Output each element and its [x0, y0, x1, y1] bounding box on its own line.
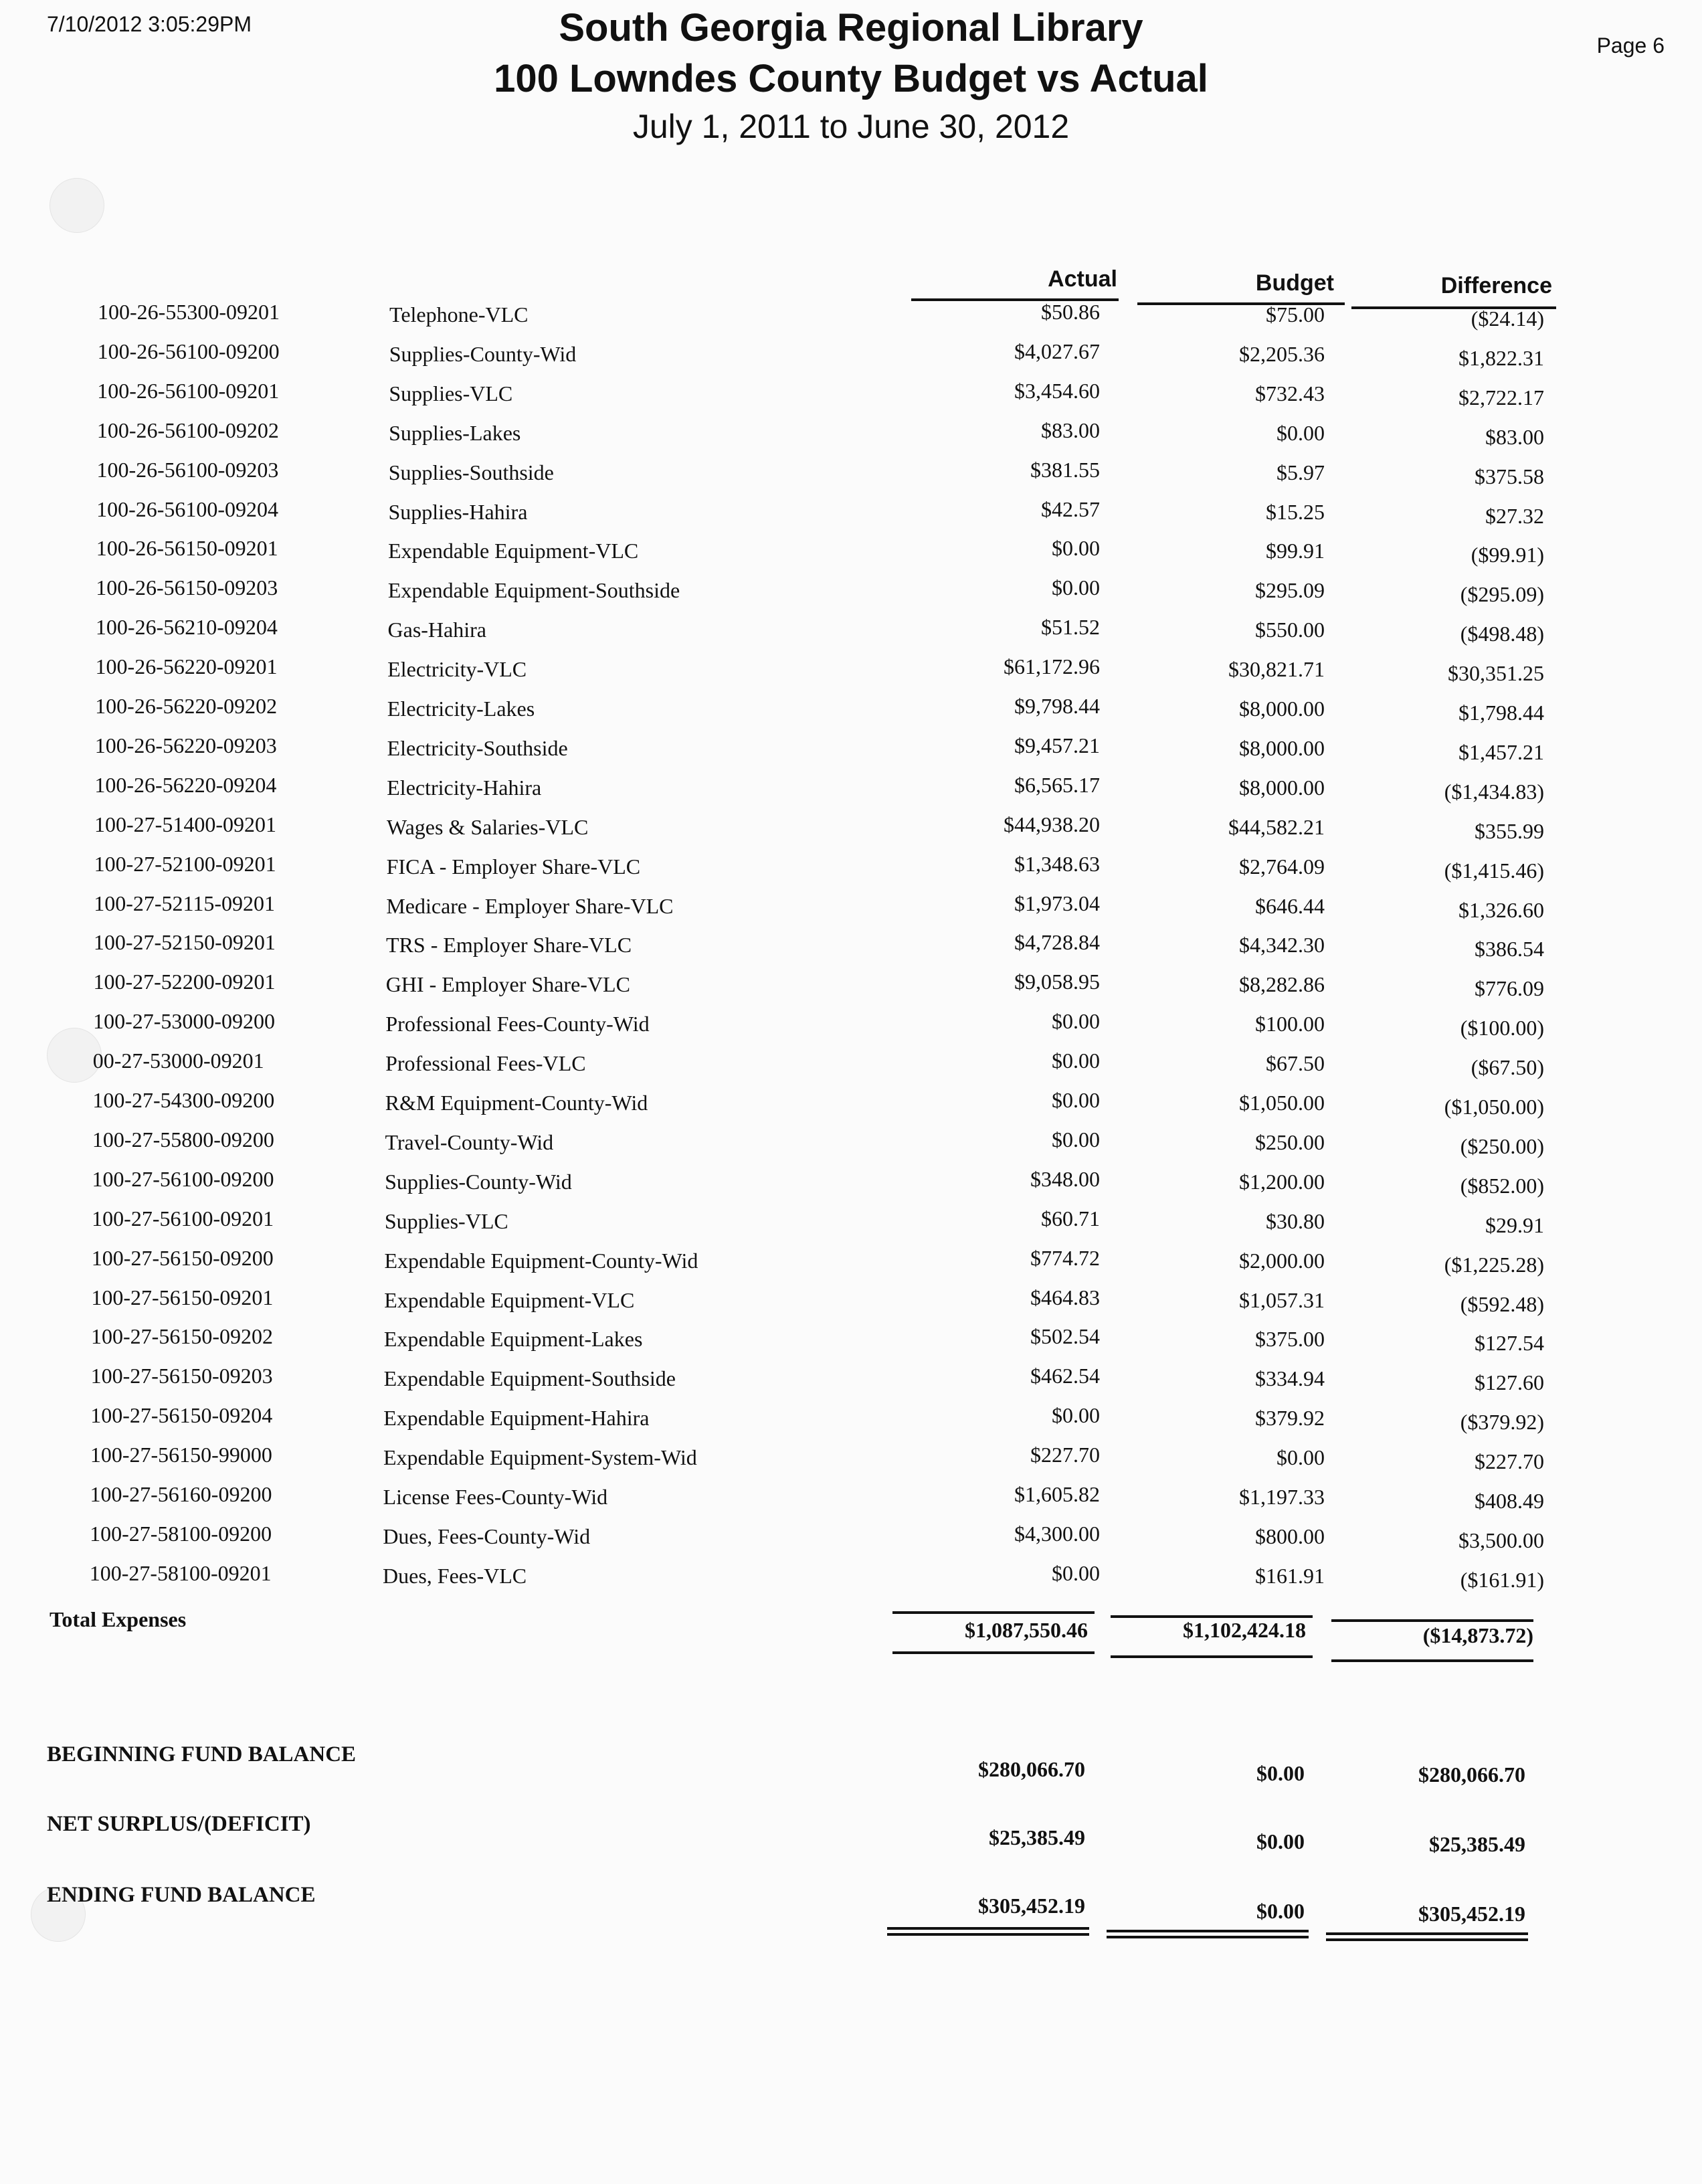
account-number: 100-27-56160-09200	[90, 1482, 272, 1506]
difference-amount: $127.60	[1475, 1370, 1544, 1395]
account-description: Supplies-Hahira	[388, 499, 528, 524]
actual-amount: $1,973.04	[1014, 891, 1100, 915]
difference-amount: ($250.00)	[1460, 1133, 1544, 1158]
account-description: Supplies-VLC	[389, 381, 513, 405]
table-row	[0, 1009, 1702, 1048]
account-description: Expendable Equipment-Lakes	[383, 1327, 643, 1352]
difference-amount: ($100.00)	[1460, 1016, 1544, 1040]
table-row	[0, 1403, 1702, 1442]
actual-amount: $61,172.96	[1004, 654, 1100, 679]
table-row	[0, 300, 1702, 339]
table-row	[0, 497, 1702, 536]
total-budget: $1,102,424.18	[1183, 1618, 1306, 1642]
actual-amount: $348.00	[1030, 1166, 1100, 1191]
net-surplus-deficit-budget: $0.00	[1256, 1829, 1305, 1853]
account-description: Electricity-Southside	[387, 735, 568, 760]
account-number: 100-26-56220-09204	[94, 772, 277, 797]
budget-amount: $1,197.33	[1239, 1485, 1325, 1509]
budget-amount: $732.43	[1255, 381, 1325, 405]
budget-amount: $0.00	[1276, 1445, 1325, 1470]
beginning-fund-balance-actual: $280,066.70	[978, 1757, 1085, 1781]
actual-amount: $464.83	[1030, 1285, 1100, 1309]
table-row	[0, 773, 1702, 812]
difference-amount: $355.99	[1475, 818, 1544, 843]
account-number: 100-26-56100-09200	[97, 339, 280, 363]
ending-fund-balance-label: ENDING FUND BALANCE	[47, 1883, 316, 1907]
account-description: Travel-County-Wid	[385, 1129, 554, 1154]
budget-amount: $99.91	[1266, 539, 1325, 563]
account-description: Supplies-Southside	[388, 460, 554, 484]
account-description: Expendable Equipment-VLC	[384, 1287, 635, 1312]
budget-amount: $1,057.31	[1239, 1287, 1325, 1312]
account-description: Professional Fees-VLC	[385, 1051, 586, 1076]
difference-amount: $1,798.44	[1458, 701, 1544, 725]
table-row	[0, 379, 1702, 418]
column-header-difference: Difference	[1440, 273, 1552, 298]
budget-amount: $5.97	[1276, 460, 1325, 484]
budget-amount: $161.91	[1255, 1563, 1325, 1588]
budget-amount: $44,582.21	[1228, 814, 1325, 839]
account-description: Supplies-Lakes	[389, 420, 521, 445]
difference-amount: $3,500.00	[1458, 1528, 1544, 1552]
account-description: Electricity-Lakes	[387, 697, 535, 721]
difference-amount: $776.09	[1475, 976, 1544, 1001]
account-number: 100-26-56100-09202	[96, 418, 279, 442]
actual-amount: $60.71	[1041, 1206, 1100, 1231]
account-description: Electricity-Hahira	[387, 775, 542, 800]
account-description: Expendable Equipment-System-Wid	[383, 1445, 697, 1470]
difference-amount: ($498.48)	[1460, 622, 1544, 646]
table-row	[0, 1167, 1702, 1206]
difference-amount: ($99.91)	[1471, 543, 1544, 567]
account-description: Supplies-County-Wid	[389, 341, 577, 366]
account-number: 100-27-56100-09201	[92, 1206, 274, 1231]
actual-amount: $3,454.60	[1014, 378, 1100, 403]
account-number: 100-27-52115-09201	[94, 891, 276, 915]
table-row	[0, 1206, 1702, 1245]
budget-amount: $800.00	[1255, 1524, 1325, 1548]
beginning-fund-balance-budget: $0.00	[1256, 1761, 1305, 1785]
account-number: 100-27-56150-09204	[90, 1403, 273, 1428]
column-header-budget: Budget	[1255, 270, 1334, 296]
table-row	[0, 1443, 1702, 1481]
account-number: 100-27-56150-09201	[91, 1285, 274, 1309]
budget-amount: $67.50	[1266, 1051, 1325, 1076]
difference-amount: ($1,050.00)	[1444, 1095, 1544, 1119]
table-row	[0, 891, 1702, 930]
account-description: FICA - Employer Share-VLC	[386, 854, 641, 879]
table-row	[0, 694, 1702, 733]
account-number: 100-27-54300-09200	[92, 1088, 275, 1112]
difference-amount: $375.58	[1475, 464, 1544, 488]
budget-amount: $8,000.00	[1239, 697, 1325, 721]
account-number: 100-27-56150-09200	[91, 1245, 274, 1270]
account-number: 100-26-56220-09202	[95, 694, 278, 718]
report-period: July 1, 2011 to June 30, 2012	[632, 108, 1070, 145]
beginning-fund-balance-difference: $280,066.70	[1418, 1762, 1525, 1787]
budget-amount: $375.00	[1255, 1327, 1325, 1352]
difference-amount: $1,326.60	[1458, 897, 1544, 922]
page-number: Page 6	[1596, 33, 1665, 58]
difference-amount: $408.49	[1475, 1489, 1544, 1513]
budget-amount: $8,000.00	[1239, 775, 1325, 800]
column-header-actual: Actual	[1048, 266, 1117, 292]
total-difference: ($14,873.72)	[1422, 1623, 1533, 1647]
account-description: Wages & Salaries-VLC	[386, 814, 589, 839]
table-row	[0, 970, 1702, 1008]
ending-double-rule-difference	[1326, 1932, 1528, 1941]
actual-amount: $462.54	[1030, 1364, 1100, 1388]
table-row	[0, 1482, 1702, 1521]
actual-amount: $51.52	[1041, 615, 1100, 640]
actual-amount: $83.00	[1041, 418, 1100, 442]
actual-amount: $502.54	[1030, 1324, 1100, 1349]
actual-amount: $1,348.63	[1014, 851, 1100, 876]
total-expenses-label: Total Expenses	[50, 1607, 187, 1631]
account-number: 100-27-55800-09200	[92, 1127, 274, 1152]
actual-amount: $227.70	[1030, 1443, 1100, 1467]
difference-amount: $227.70	[1475, 1449, 1544, 1474]
account-number: 100-27-56100-09200	[92, 1166, 274, 1191]
actual-amount: $0.00	[1052, 1088, 1100, 1112]
table-row	[0, 418, 1702, 457]
actual-amount: $0.00	[1052, 575, 1100, 600]
account-number: 100-27-56150-09203	[90, 1364, 273, 1388]
budget-amount: $295.09	[1255, 578, 1325, 603]
actual-amount: $0.00	[1052, 1009, 1100, 1034]
net-surplus-deficit-difference: $25,385.49	[1429, 1832, 1525, 1856]
actual-amount: $6,565.17	[1014, 772, 1100, 797]
account-description: Dues, Fees-County-Wid	[383, 1524, 591, 1548]
actual-amount: $44,938.20	[1004, 812, 1100, 836]
difference-amount: ($24.14)	[1471, 306, 1544, 331]
table-row	[0, 458, 1702, 496]
actual-amount: $0.00	[1052, 1403, 1100, 1428]
account-number: 100-26-56100-09203	[96, 457, 279, 482]
difference-amount: $1,822.31	[1458, 345, 1544, 370]
actual-amount: $4,728.84	[1014, 930, 1100, 955]
beginning-fund-balance-label: BEGINNING FUND BALANCE	[47, 1742, 357, 1766]
budget-amount: $2,764.09	[1239, 854, 1325, 879]
punch-hole	[50, 178, 104, 233]
budget-amount: $30.80	[1266, 1208, 1325, 1233]
difference-amount: $83.00	[1485, 424, 1544, 449]
ending-double-rule-budget	[1107, 1930, 1309, 1938]
account-description: License Fees-County-Wid	[383, 1485, 608, 1509]
difference-amount: $30,351.25	[1448, 661, 1544, 686]
actual-amount: $9,798.44	[1014, 694, 1100, 718]
actual-amount: $9,457.21	[1014, 733, 1100, 757]
account-description: Expendable Equipment-VLC	[388, 539, 639, 563]
table-row	[0, 615, 1702, 654]
budget-amount: $75.00	[1266, 302, 1325, 327]
actual-amount: $50.86	[1041, 300, 1100, 324]
difference-amount: $1,457.21	[1458, 739, 1544, 764]
account-description: Supplies-County-Wid	[385, 1169, 572, 1194]
difference-amount: $2,722.17	[1458, 385, 1544, 410]
difference-amount: ($1,415.46)	[1444, 858, 1544, 883]
account-number: 100-26-56100-09201	[97, 378, 280, 403]
actual-amount: $0.00	[1052, 1560, 1100, 1585]
table-row	[0, 852, 1702, 891]
budget-amount: $8,282.86	[1239, 972, 1325, 997]
actual-amount: $42.57	[1041, 496, 1100, 521]
organization-title: South Georgia Regional Library	[559, 6, 1143, 50]
budget-amount: $334.94	[1255, 1366, 1325, 1391]
account-description: Supplies-VLC	[384, 1208, 508, 1233]
budget-amount: $100.00	[1255, 1012, 1325, 1036]
budget-amount: $0.00	[1276, 420, 1325, 445]
subtotal-rule-actual	[892, 1611, 1095, 1614]
account-number: 100-26-56150-09201	[96, 536, 278, 561]
print-datetime: 7/10/2012 3:05:29PM	[47, 12, 252, 36]
budget-amount: $646.44	[1255, 893, 1325, 918]
actual-amount: $0.00	[1052, 536, 1100, 561]
table-row	[0, 1561, 1702, 1600]
table-row	[0, 1088, 1702, 1127]
account-number: 100-26-56210-09204	[95, 615, 278, 640]
net-surplus-deficit-actual: $25,385.49	[989, 1825, 1085, 1849]
subtotal-rule-difference	[1331, 1619, 1533, 1622]
budget-amount: $2,205.36	[1239, 341, 1325, 366]
table-row	[0, 536, 1702, 575]
difference-amount: $386.54	[1475, 937, 1544, 962]
account-description: Gas-Hahira	[387, 618, 486, 642]
actual-amount: $9,058.95	[1014, 970, 1100, 994]
difference-amount: $27.32	[1485, 503, 1544, 528]
budget-amount: $1,200.00	[1239, 1169, 1325, 1194]
account-number: 100-26-56100-09204	[96, 496, 279, 521]
account-description: Telephone-VLC	[389, 302, 529, 327]
account-number: 100-27-58100-09200	[90, 1521, 272, 1546]
table-row	[0, 1522, 1702, 1560]
budget-amount: $550.00	[1255, 618, 1325, 642]
account-number: 100-27-58100-09201	[89, 1560, 272, 1585]
account-description: Medicare - Employer Share-VLC	[386, 893, 674, 918]
table-row	[0, 812, 1702, 851]
difference-amount: ($1,434.83)	[1444, 779, 1544, 804]
ending-double-rule-actual	[887, 1927, 1089, 1936]
table-row	[0, 339, 1702, 378]
ending-fund-balance-budget: $0.00	[1256, 1899, 1305, 1923]
actual-amount: $774.72	[1030, 1245, 1100, 1270]
budget-amount: $8,000.00	[1239, 735, 1325, 760]
ending-fund-balance-actual: $305,452.19	[978, 1894, 1085, 1918]
actual-amount: $4,300.00	[1014, 1521, 1100, 1546]
total-actual: $1,087,550.46	[965, 1618, 1088, 1642]
table-row	[0, 1324, 1702, 1363]
actual-amount: $381.55	[1030, 457, 1100, 482]
budget-amount: $379.92	[1255, 1406, 1325, 1431]
table-row	[0, 930, 1702, 969]
actual-amount: $0.00	[1052, 1049, 1100, 1073]
account-description: Dues, Fees-VLC	[383, 1563, 527, 1588]
budget-amount: $1,050.00	[1239, 1091, 1325, 1115]
table-row	[0, 733, 1702, 772]
actual-amount: $0.00	[1052, 1127, 1100, 1152]
net-surplus-deficit-label: NET SURPLUS/(DEFICIT)	[47, 1812, 311, 1836]
actual-amount: $4,027.67	[1014, 339, 1100, 363]
difference-amount: ($295.09)	[1460, 582, 1544, 607]
account-description: Expendable Equipment-Hahira	[383, 1406, 650, 1431]
report-title: 100 Lowndes County Budget vs Actual	[494, 57, 1208, 100]
account-description: R&M Equipment-County-Wid	[385, 1091, 648, 1115]
table-row	[0, 1285, 1702, 1324]
actual-amount: $1,605.82	[1014, 1482, 1100, 1506]
account-description: Expendable Equipment-County-Wid	[384, 1248, 698, 1273]
account-number: 100-26-55300-09201	[98, 300, 280, 324]
account-number: 100-27-53000-09200	[93, 1009, 276, 1034]
difference-amount: $127.54	[1475, 1331, 1544, 1356]
table-row	[0, 654, 1702, 693]
difference-amount: ($379.92)	[1460, 1410, 1544, 1435]
total-rule-budget	[1111, 1655, 1313, 1658]
account-number: 100-26-56220-09201	[95, 654, 278, 679]
account-number: 100-27-52200-09201	[93, 970, 276, 994]
account-number: 100-27-56150-99000	[90, 1443, 272, 1467]
account-description: Expendable Equipment-Southside	[387, 578, 680, 603]
difference-amount: $29.91	[1485, 1212, 1544, 1237]
budget-amount: $2,000.00	[1239, 1248, 1325, 1273]
budget-amount: $250.00	[1255, 1129, 1325, 1154]
table-row	[0, 1049, 1702, 1087]
account-description: Professional Fees-County-Wid	[385, 1012, 650, 1036]
ending-fund-balance-difference: $305,452.19	[1418, 1902, 1525, 1926]
difference-amount: ($592.48)	[1460, 1291, 1544, 1316]
account-number: 100-27-52100-09201	[94, 851, 276, 876]
budget-amount: $4,342.30	[1239, 933, 1325, 958]
account-number: 100-27-51400-09201	[94, 812, 276, 836]
budget-amount: $30,821.71	[1228, 657, 1325, 682]
account-description: TRS - Employer Share-VLC	[386, 933, 632, 958]
difference-amount: ($67.50)	[1471, 1055, 1544, 1080]
account-number: 100-27-56150-09202	[91, 1324, 273, 1349]
budget-amount: $15.25	[1266, 499, 1325, 524]
account-description: GHI - Employer Share-VLC	[385, 972, 630, 997]
account-description: Electricity-VLC	[387, 657, 527, 682]
table-row	[0, 1127, 1702, 1166]
account-number: 100-26-56220-09203	[94, 733, 277, 757]
table-row	[0, 575, 1702, 614]
account-number: 100-26-56150-09203	[96, 575, 278, 600]
difference-amount: ($1,225.28)	[1444, 1252, 1544, 1277]
total-rule-actual	[892, 1651, 1095, 1654]
account-number: 100-27-52150-09201	[93, 930, 276, 955]
difference-amount: ($852.00)	[1460, 1173, 1544, 1198]
table-row	[0, 1364, 1702, 1402]
difference-amount: ($161.91)	[1460, 1567, 1544, 1592]
account-number: 00-27-53000-09201	[92, 1049, 264, 1073]
table-row	[0, 1246, 1702, 1285]
total-rule-difference	[1331, 1659, 1533, 1662]
account-description: Expendable Equipment-Southside	[383, 1366, 676, 1391]
